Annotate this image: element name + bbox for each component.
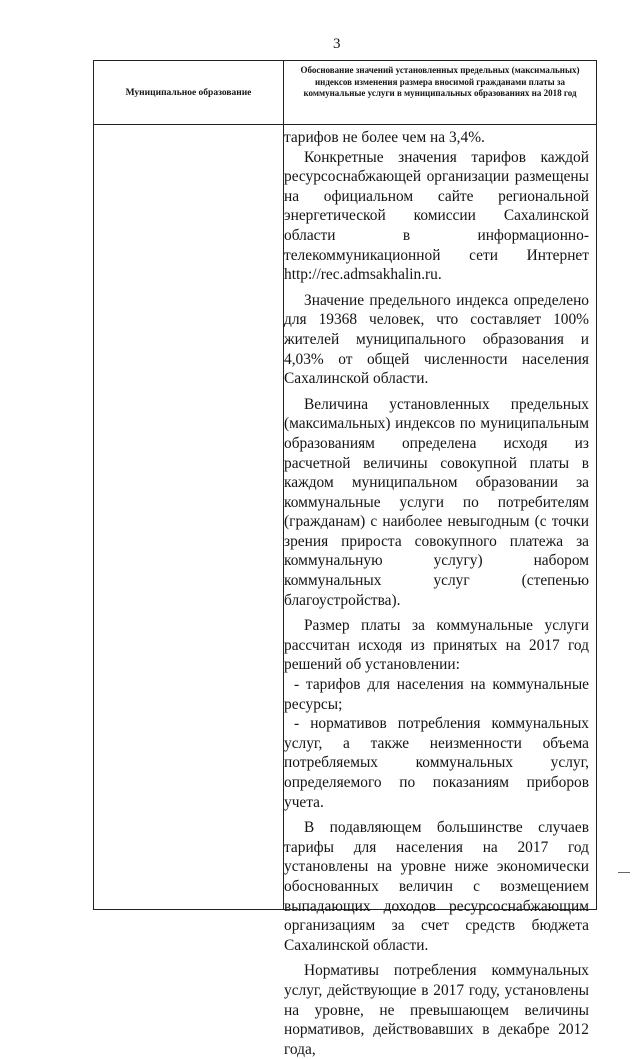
header-divider (94, 124, 596, 125)
document-table (93, 60, 597, 1058)
page-number: 3 (333, 36, 341, 52)
paragraph: Нормативы потребления коммунальных услуг, действующие в 2017 году, установлены на уровне, не превышающем величины нормативов, действовавших в декабре 2012 года, (284, 962, 589, 1058)
paragraph: В подавляющем большинстве случаев тарифы для населения на 2017 год установлены на уровне ниже экономически обоснованных величин с возмещением выпадающих доходов ресурсоснабжающим организациям за счет средств бюджета Сахалинской области. (284, 819, 589, 954)
paragraph: Конкретные значения тарифов каждой ресурсоснабжающей организации размещены на официальном сайте региональной энергетической комиссии Сахалинской области в информационно-телекоммуникационной сети Интернет http://rec.admsakhalin.ru. (284, 148, 589, 284)
header-justification: Обоснование значений установленных предельных (максимальных) индексов изменения размера вносимой гражданами платы за коммунальные услуги в муниципальных образованиях на 2018 год (300, 65, 580, 98)
list-item: - тарифов для населения на коммунальные ресурсы; (284, 676, 589, 713)
paragraph: Размер платы за коммунальные услуги рассчитан исходя из принятых на 2017 год решений об установлении: (284, 617, 589, 674)
paragraph: Величина установленных предельных (максимальных) индексов по муниципальным образованиям определена исходя из расчетной величины совокупной платы в каждом муниципальном образовании за коммунальные услуги по потребителям (гражданам) с наиболее невыгодным (с точки зрения прироста совокупного платежа за коммунальную услугу) набором коммунальных услуг (степенью благоустройства). (284, 395, 589, 609)
paragraph: Значение предельного индекса определено для 19368 человек, что составляет 100% жителей муниципального образования и 4,03% от общей численности населения Сахалинской области. (284, 291, 589, 388)
edge-mark (618, 872, 630, 873)
header-municipality: Муниципальное образование (125, 87, 252, 98)
paragraph: тарифов не более чем на 3,4%. (284, 129, 485, 146)
justification-text (284, 128, 589, 1059)
list-item: - нормативов потребления коммунальных услуг, а также неизменности объема потребляемых коммунальных услуг, определяемого по показаниям приборов учета. (284, 715, 589, 811)
